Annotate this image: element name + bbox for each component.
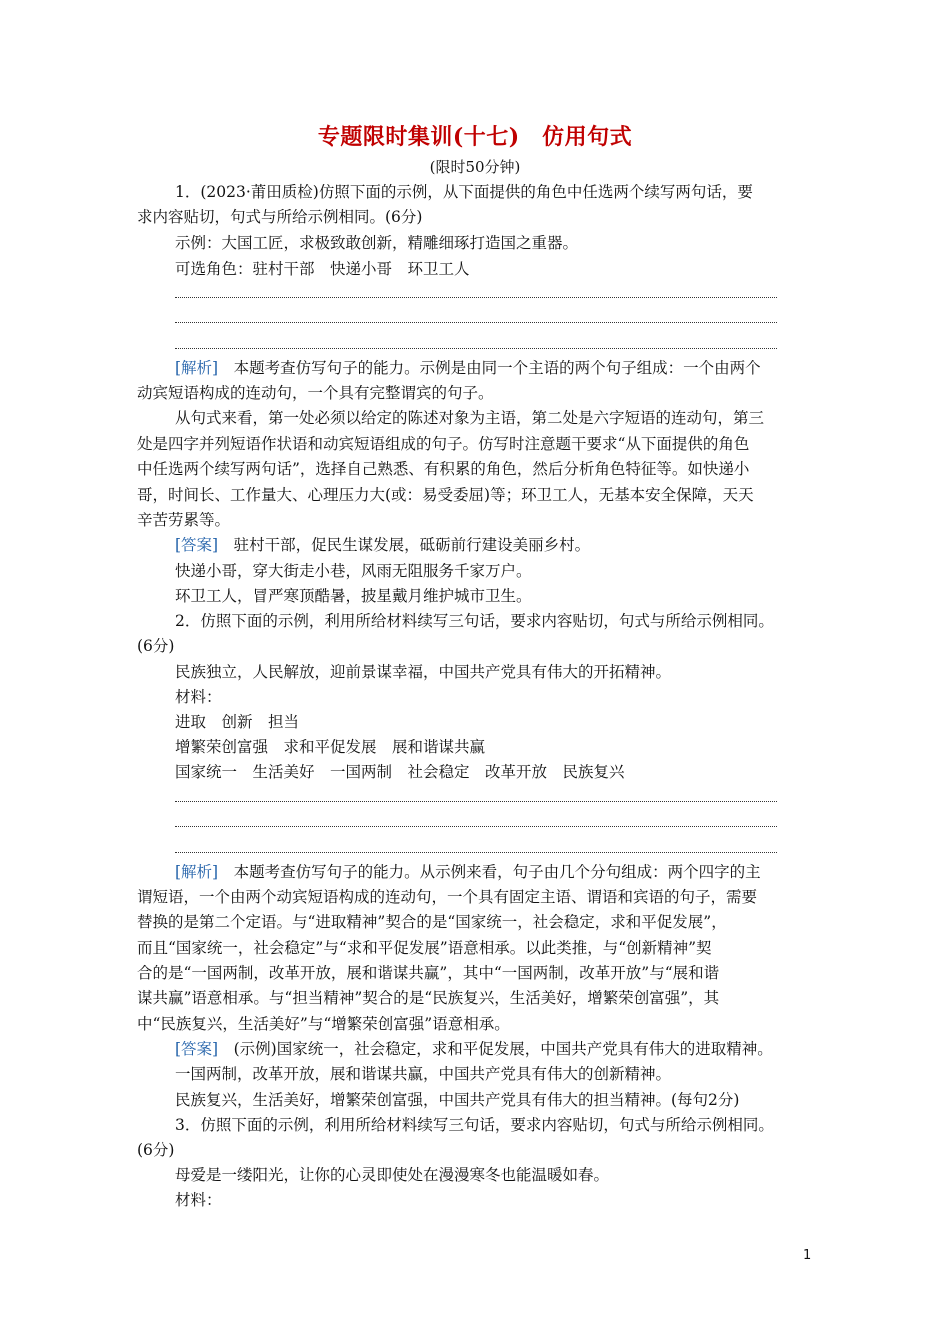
q1-analysis-line-4: 处是四字并列短语作状语和动宾短语组成的句子。仿写时注意题干要求“从下面提供的角色 (137, 435, 750, 453)
answer-tag: [答案] (175, 536, 219, 554)
q1-analysis-text: 本题考查仿写句子的能力。示例是由同一个主语的两个句子组成：一个由两个 (218, 359, 761, 377)
q2-material-line-1: 进取 创新 担当 (175, 713, 300, 731)
q3-stem-line-2: (6分) (137, 1141, 175, 1159)
q3-example: 母爱是一缕阳光，让你的心灵即使处在漫漫寒冬也能温暖如春。 (175, 1166, 610, 1184)
q2-example: 民族独立，人民解放，迎前景谋幸福，中国共产党具有伟大的开拓精神。 (175, 663, 672, 681)
q1-answer-line-3: 环卫工人，冒严寒顶酷暑，披星戴月维护城市卫生。 (175, 587, 532, 605)
q1-stem-line-2: 求内容贴切，句式与所给示例相同。(6分) (137, 208, 423, 226)
q1-analysis-line-2: 动宾短语构成的连动句，一个具有完整谓宾的句子。 (137, 384, 494, 402)
q2-answer-line-1 (175, 1039, 773, 1059)
answer-blank-line (175, 322, 777, 323)
time-limit: (限时50分钟) (429, 158, 521, 176)
q2-stem-line-1: 2．仿照下面的示例，利用所给材料续写三句话，要求内容贴切，句式与所给示例相同。 (175, 612, 774, 630)
page-title: 专题限时集训(十七) 仿用句式 (317, 124, 633, 150)
answer-blank-line (175, 297, 777, 298)
q2-answer-line-2: 一国两制，改革开放，展和谐谋共赢，中国共产党具有伟大的创新精神。 (175, 1065, 672, 1083)
q2-analysis-line-3: 替换的是第二个定语。与“进取精神”契合的是“国家统一，社会稳定，求和平促发展”， (137, 913, 727, 931)
page-number: 1 (803, 1248, 812, 1263)
q3-material-label: 材料： (175, 1191, 222, 1209)
q2-material-line-3: 国家统一 生活美好 一国两制 社会稳定 改革开放 民族复兴 (175, 763, 625, 781)
q1-stem-line-1: 1．(2023·莆田质检)仿照下面的示例，从下面提供的角色中任选两个续写两句话，要 (175, 183, 753, 201)
q2-analysis-line-7: 中“民族复兴，生活美好”与“增繁荣创富强”语意相承。 (137, 1015, 510, 1033)
answer-blank-line (175, 348, 777, 349)
q2-analysis-line-5: 合的是“一国两制，改革开放，展和谐谋共赢”，其中“一国两制，改革开放”与“展和谐 (137, 964, 720, 982)
q2-material-line-2: 增繁荣创富强 求和平促发展 展和谐谋共赢 (175, 738, 486, 756)
q1-analysis-line-6: 哥，时间长、工作量大、心理压力大(或：易受委屈)等；环卫工人，无基本安全保障，天天 (137, 486, 754, 504)
q2-material-label: 材料： (175, 688, 222, 706)
answer-blank-line (175, 852, 777, 853)
q2-answer-line-3: 民族复兴，生活美好，增繁荣创富强，中国共产党具有伟大的担当精神。(每句2分) (175, 1091, 740, 1109)
q1-analysis-line-1 (175, 358, 761, 378)
q1-answer-text: 驻村干部，促民生谋发展，砥砺前行建设美丽乡村。 (218, 536, 591, 554)
q1-analysis-line-7: 辛苦劳累等。 (137, 511, 231, 529)
answer-blank-line (175, 826, 777, 827)
q1-roles: 可选角色：驻村干部 快递小哥 环卫工人 (175, 260, 470, 278)
answer-blank-line (175, 801, 777, 802)
q2-answer-text: (示例)国家统一，社会稳定，求和平促发展，中国共产党具有伟大的进取精神。 (218, 1040, 773, 1058)
answer-tag: [答案] (175, 1040, 219, 1058)
q1-answer-line-2: 快递小哥，穿大街走小巷，风雨无阻服务千家万户。 (175, 562, 532, 580)
q2-analysis-text: 本题考查仿写句子的能力。从示例来看，句子由几个分句组成：两个四字的主 (218, 863, 761, 881)
q2-analysis-line-2: 谓短语，一个由两个动宾短语构成的连动句，一个具有固定主语、谓语和宾语的句子，需要 (137, 888, 758, 906)
q1-analysis-line-5: 中任选两个续写两句话”，选择自己熟悉、有积累的角色，然后分析角色特征等。如快递小 (137, 460, 750, 478)
q1-example: 示例：大国工匠，求极致敢创新，精雕细琢打造国之重器。 (175, 234, 579, 252)
q2-analysis-line-4: 而且“国家统一，社会稳定”与“求和平促发展”语意相承。以此类推，与“创新精神”契 (137, 939, 712, 957)
analysis-tag: [解析] (175, 863, 219, 881)
q3-stem-line-1: 3．仿照下面的示例，利用所给材料续写三句话，要求内容贴切，句式与所给示例相同。 (175, 1116, 774, 1134)
q2-stem-line-2: (6分) (137, 637, 175, 655)
q2-analysis-line-1 (175, 862, 761, 882)
q2-analysis-line-6: 谋共赢”语意相承。与“担当精神”契合的是“民族复兴，生活美好，增繁荣创富强”，其 (137, 989, 720, 1007)
q1-analysis-line-3: 从句式来看，第一处必须以给定的陈述对象为主语，第二处是六字短语的连动句，第三 (175, 409, 765, 427)
analysis-tag: [解析] (175, 359, 219, 377)
q1-answer-line-1 (175, 535, 590, 555)
